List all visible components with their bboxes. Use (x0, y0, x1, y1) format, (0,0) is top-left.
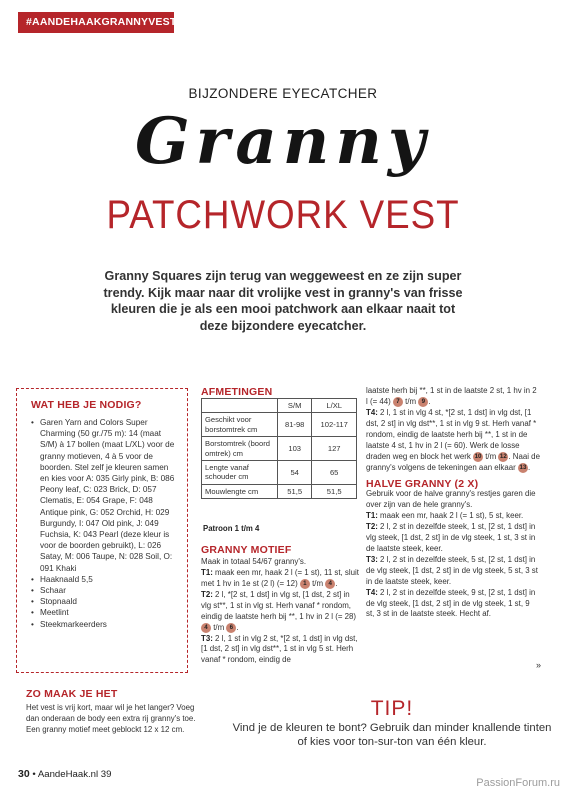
round-label: T2: (201, 589, 213, 599)
continue-arrow-icon: » (536, 660, 542, 670)
hashtag-banner: #AANDEHAAKGRANNYVEST (18, 12, 174, 33)
table-cell: 51,5 (312, 484, 357, 498)
table-cell: 81-98 (278, 413, 312, 437)
materials-list (31, 417, 179, 630)
table-cell: Geschikt voor borstomtrek cm (202, 413, 278, 437)
watermark: PassionForum.ru (476, 777, 560, 789)
list-item: • Haaknaald 5,5 (31, 574, 179, 585)
table-row (202, 413, 357, 437)
table-row (202, 461, 357, 485)
instruction-paragraph (366, 386, 540, 408)
instruction-paragraph (366, 555, 540, 588)
instruction-text: maak een mr, haak 2 l (= 1 st), 5 st, keer. (377, 511, 524, 521)
instruction-text: . Naai de granny's volgens de tekeningen aan elkaar (366, 451, 540, 472)
instruction-text: . (335, 578, 338, 588)
tip-body: Vind je de kleuren te bont? Gebruik dan minder knallende tinten of kies voor ton-sur-ton van één kleur. (232, 722, 552, 748)
table-header-row (202, 399, 357, 413)
instruction-text: maak een mr, haak 2 l (= 1 st), 11 st, sluit met 1 hv in 1e st (2 l) (= 12) (201, 567, 359, 588)
round-label: T3: (366, 554, 378, 564)
tip-title: TIP! (370, 697, 414, 720)
instruction-text: t/m (309, 578, 326, 588)
figure-number-badge: 4 (201, 623, 211, 633)
round-label: T1: (201, 567, 213, 577)
instruction-text: . (428, 397, 431, 406)
instruction-text: . (527, 462, 531, 472)
table-cell: 127 (312, 437, 357, 461)
instruction-paragraph: Maak in totaal 54/67 granny's. (201, 557, 307, 566)
figure-number-badge: 9 (418, 397, 428, 407)
table-cell: 102-117 (312, 413, 357, 437)
table-header-cell: S/M (278, 399, 312, 413)
instruction-text: laatste herh bij **, 1 st in de laatste 2 st, 1 hv in 2 l (= 44) (366, 386, 537, 406)
table-row (202, 437, 357, 461)
figure-number-badge: 1 (300, 579, 310, 589)
table-cell: Borstomtrek (boord omtrek) cm (202, 437, 278, 461)
intro-paragraph: Granny Squares zijn terug van weggeweest en ze zijn super trendy. Kijk maar naar dit vrolijke vest in granny's van frisse kleuren die je als een mooi patchwork aan elkaar naait tot deze bijzondere eyecatcher. (103, 269, 463, 333)
figure-number-badge: 4 (325, 579, 335, 589)
instruction-text: 2 l, 2 st in dezelfde steek, 5 st, [2 st, 1 dst] in de vlg steek, [1 dst, 2 st] in de vlg steek, 5 st, 3 st in de laatste steek, keer. (366, 554, 538, 586)
measurements-table (201, 398, 357, 499)
halve-granny-heading: HALVE GRANNY (2 X) (366, 477, 479, 490)
instruction-paragraph (366, 588, 540, 621)
page-title: PATCHWORK VEST (106, 193, 460, 237)
instruction-text: 2 l, 2 st in dezelfde steek, 9 st, [2 st, 1 dst] in de vlg steek, [1 dst, 2 st] in de vlg steek, 1 st, 9 st, 3 st in de laatste steek. Hecht af. (366, 587, 536, 619)
round-label: T3: (201, 633, 213, 643)
pattern-note: Patroon 1 t/m 4 (203, 524, 260, 533)
list-item: • Steekmarkeerders (31, 619, 179, 630)
instruction-text: t/m (402, 397, 419, 406)
list-item: • Stopnaald (31, 596, 179, 607)
list-item: • Meetlint (31, 607, 179, 618)
table-cell: Mouwlengte cm (202, 484, 278, 498)
instruction-text: 2 l, 1 st in vlg 4 st, *[2 st, 1 dst] in vlg dst, [1 dst, 2 st] in vlg dst**, 1 st in vlg 9 st. Herh vanaf * rondom, eindig de laatste herh bij **, 1 st in de laatste 4 st, 1 hv in 2 l (= 60). Werk de losse draden weg en block het werk (366, 407, 537, 461)
script-title: Granny (134, 104, 432, 179)
figure-number-badge: 10 (474, 452, 482, 460)
figure-number-badge: 12 (499, 452, 507, 460)
instruction-paragraph: Gebruik voor de halve granny's restjes garen die over zijn van de hele granny's. (366, 489, 536, 510)
instruction-paragraph (201, 590, 361, 634)
materials-box (16, 388, 188, 673)
instruction-paragraph (366, 522, 540, 555)
issue-label: AandeHaak.nl 39 (37, 769, 112, 780)
materials-heading: WAT HEB JE NODIG? (31, 399, 142, 411)
instruction-text: 2 l, 2 st in dezelfde steek, 1 st, [2 st, 1 dst] in vlg steek, [1 dst, 2 st] in de vlg steek, 1 st, 3 st in de laatste steek, keer. (366, 522, 536, 553)
instruction-text: 2 l, *[2 st, 1 dst] in vlg st, [1 dst, 2 st] in vlg st**, 1 st in vlg st. Herh vanaf * rondom, eindig de laatste herh bij **, 1 hv in 2 l (= 28) (201, 589, 357, 621)
granny-motief-heading: GRANNY MOTIEF (201, 544, 292, 556)
page-footer (18, 768, 111, 780)
round-label: T2: (366, 522, 378, 532)
instruction-text: t/m (483, 451, 499, 461)
instruction-paragraph (201, 634, 361, 667)
instruction-text: t/m (211, 622, 227, 632)
measurements-heading: AFMETINGEN (201, 386, 273, 398)
table-header-cell (202, 399, 278, 413)
page-number: 30 (18, 768, 30, 780)
footer-bullet: • (32, 769, 36, 780)
table-cell: 54 (278, 461, 312, 485)
instruction-paragraph (366, 408, 540, 474)
eyebrow-heading: BIJZONDERE EYECATCHER (188, 86, 378, 101)
round-label: T4: (366, 587, 378, 597)
zo-maak-section (26, 688, 196, 736)
table-cell: 51,5 (278, 484, 312, 498)
table-cell: 103 (278, 437, 312, 461)
granny-motief-instructions (201, 557, 361, 666)
tip-box (232, 697, 552, 749)
figure-number-badge: 13 (519, 463, 527, 471)
instruction-text: 2 l, 1 st in vlg 2 st, *[2 st, 1 dst] in vlg dst, [1 dst, 2 st] in vlg dst**, 1 st in vlg 5 st. Herh vanaf * rondom, eindig de (201, 633, 358, 665)
table-row (202, 484, 357, 498)
zo-maak-heading: ZO MAAK JE HET (26, 688, 118, 700)
right-column (366, 386, 540, 620)
round-label: T4: (366, 407, 378, 417)
instruction-paragraph (201, 568, 361, 590)
round-label: T1: (366, 511, 378, 521)
figure-number-badge: 7 (393, 397, 403, 407)
table-cell: 65 (312, 461, 357, 485)
list-item: • Schaar (31, 585, 179, 596)
zo-maak-body: Het vest is vrij kort, maar wil je het langer? Voeg dan onderaan de body een extra rij granny's toe. Een granny motief meet geblockt 12 x 12 cm. (26, 703, 196, 734)
figure-number-badge: 6 (226, 623, 236, 633)
table-cell: Lengte vanaf schouder cm (202, 461, 278, 485)
instruction-paragraph (366, 511, 540, 522)
instruction-text: . (236, 622, 239, 632)
list-item: • Garen Yarn and Colors Super Charming (50 gr./75 m): 14 (maat S/M) à 17 bollen (maat L/XL) voor de granny motieven, 4 à 5 voor de boorden. Stel zelf je kleuren samen en kies voor A: 035 Girly pink, B: 086 Peony leaf, C: 023 Brick, D: 057 Clematis, E: 054 Grape, F: 048 Antique pink, G: 052 Orchid, H: 029 Burgundy, I: 047 Old pink, J: 049 Fuchsia, K: 043 Pearl (deze kleur is voor de boorden gebruikt), L: 026 Satay, M: 006 Taupe, N: 028 Soil, O: 091 Khaki (31, 417, 179, 574)
table-header-cell: L/XL (312, 399, 357, 413)
